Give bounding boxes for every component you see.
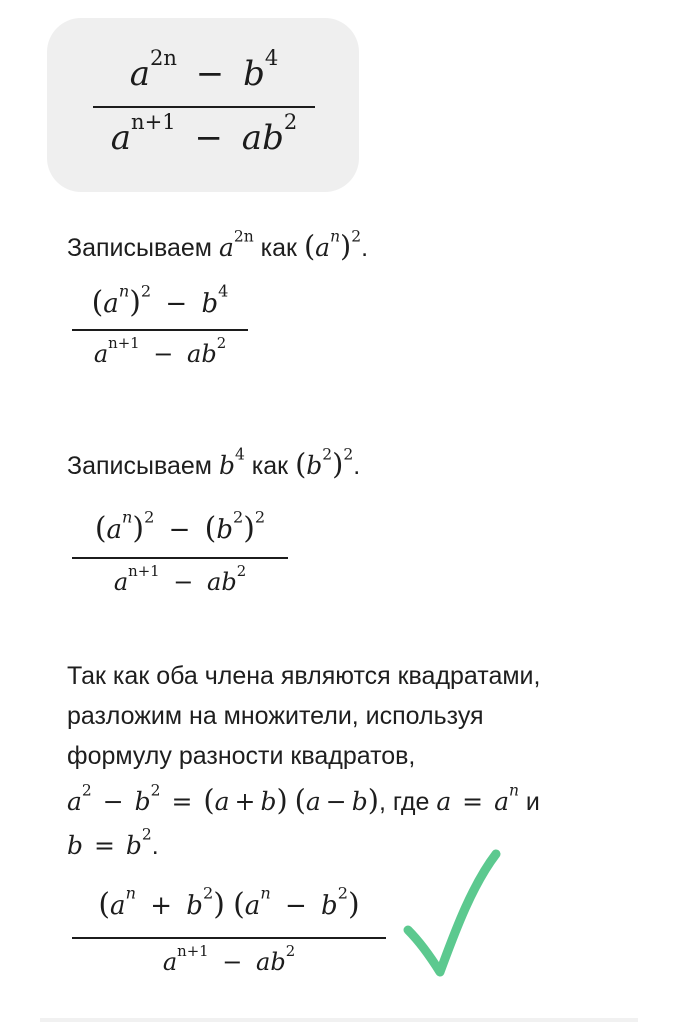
expression-numerator: $a^{2n} - b^4$: [129, 44, 279, 94]
step2-fraction-bar: [72, 557, 288, 559]
step3-fraction: [72, 880, 386, 977]
step1-numerator: $(a^n)^2 - b^4$: [91, 281, 229, 320]
step3-line-3: формулу разности квадратов,: [67, 742, 416, 770]
step2-numerator: $(a^n)^2 - (b^2)^2$: [94, 507, 266, 546]
expression-denominator: $a^{n+1} - ab^2$: [110, 108, 298, 158]
step2-fraction: [72, 506, 288, 597]
step1-text: Записываем $a^{2n}$ как $(a^n)^2$.: [67, 227, 369, 263]
step3-formula-line: $a^2 - b^2 = (a + b) (a - b)$, где $a = a^n$ и: [67, 781, 540, 817]
step3-line-1: Так как оба члена являются квадратами,: [67, 662, 541, 690]
step3-line-2: разложим на множители, используя: [67, 702, 484, 730]
bottom-divider: [40, 1018, 638, 1022]
step3-b-definition: $b = b^2$.: [67, 825, 159, 860]
checkmark-icon: [400, 848, 510, 980]
step2-text: Записываем $b^4$ как $(b^2)^2$.: [67, 445, 361, 481]
step2-denominator: $a^{n+1} - ab^2$: [113, 561, 247, 596]
expression-card: [47, 18, 359, 192]
step1-denominator: $a^{n+1} - ab^2$: [93, 333, 227, 368]
step3-fraction-bar: [72, 937, 386, 939]
step3-denominator: $a^{n+1} - ab^2$: [162, 941, 296, 976]
expression-fraction: [93, 44, 315, 158]
step1-fraction: [72, 282, 248, 369]
expression-fraction-bar: [93, 106, 315, 108]
step3-numerator: $(a^n + b^2) (a^n - b^2)$: [98, 883, 360, 922]
step1-fraction-bar: [72, 329, 248, 331]
